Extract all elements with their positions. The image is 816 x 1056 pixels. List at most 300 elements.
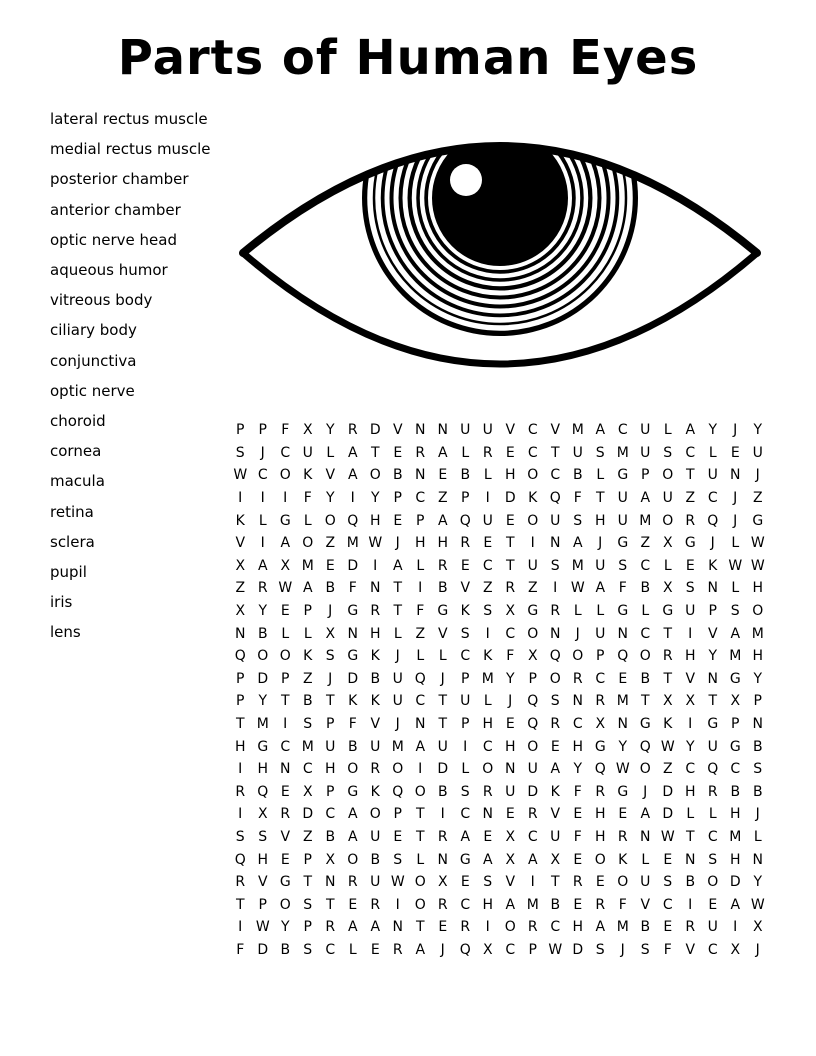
grid-letter: N xyxy=(280,761,291,778)
grid-letter: O xyxy=(414,783,426,800)
eye-illustration xyxy=(239,142,761,376)
grid-letter: J xyxy=(440,670,445,687)
grid-letter: A xyxy=(730,896,741,913)
grid-letter: C xyxy=(460,806,471,823)
grid-letter: U xyxy=(370,828,381,845)
grid-letter: P xyxy=(326,716,335,733)
grid-letter: B xyxy=(685,874,696,891)
word-list-item: lens xyxy=(50,623,81,642)
grid-letter: I xyxy=(463,738,468,755)
grid-letter: U xyxy=(392,693,403,710)
grid-letter: I xyxy=(553,580,558,597)
grid-letter: C xyxy=(640,557,651,574)
grid-letter: B xyxy=(370,670,381,687)
grid-letter: R xyxy=(550,716,561,733)
grid-letter: P xyxy=(258,422,267,439)
grid-letter: U xyxy=(707,467,718,484)
grid-letter: C xyxy=(685,444,696,461)
grid-letter: J xyxy=(508,693,513,710)
grid-letter: X xyxy=(595,716,606,733)
grid-letter: O xyxy=(504,919,516,936)
grid-letter: W xyxy=(390,874,405,891)
grid-letter: E xyxy=(618,670,628,687)
grid-letter: A xyxy=(415,738,426,755)
grid-letter: R xyxy=(370,761,381,778)
grid-letter: V xyxy=(235,535,246,552)
grid-letter: C xyxy=(595,670,606,687)
grid-letter: B xyxy=(752,738,763,755)
grid-letter: G xyxy=(684,535,696,552)
grid-letter: S xyxy=(595,941,605,958)
grid-letter: S xyxy=(325,648,335,665)
grid-letter: R xyxy=(235,783,246,800)
grid-letter: R xyxy=(595,693,606,710)
grid-letter: D xyxy=(257,941,269,958)
grid-letter: V xyxy=(437,625,448,642)
grid-letter: U xyxy=(707,919,718,936)
grid-letter: Q xyxy=(594,761,606,778)
grid-letter: O xyxy=(662,467,674,484)
grid-letter: Y xyxy=(258,603,268,620)
grid-letter: N xyxy=(730,467,741,484)
grid-letter: C xyxy=(280,444,291,461)
grid-letter: F xyxy=(303,490,312,507)
grid-letter: Q xyxy=(707,761,719,778)
grid-letter: T xyxy=(370,444,380,461)
grid-letter: N xyxy=(392,919,403,936)
grid-letter: T xyxy=(280,693,290,710)
grid-letter: M xyxy=(301,738,314,755)
grid-letter: Z xyxy=(437,490,448,507)
grid-letter: W xyxy=(278,580,293,597)
grid-letter: C xyxy=(550,919,561,936)
grid-letter: V xyxy=(640,896,651,913)
grid-letter: A xyxy=(370,919,381,936)
grid-letter: G xyxy=(707,716,719,733)
grid-letter: L xyxy=(483,467,492,484)
grid-letter: X xyxy=(437,874,448,891)
grid-letter: H xyxy=(684,648,696,665)
grid-letter: L xyxy=(303,625,312,642)
grid-letter: K xyxy=(460,603,470,620)
grid-letter: I xyxy=(238,919,243,936)
grid-letter: B xyxy=(370,851,381,868)
grid-letter: P xyxy=(528,670,537,687)
grid-letter: L xyxy=(753,828,762,845)
grid-letter: A xyxy=(640,490,651,507)
grid-letter: U xyxy=(572,444,583,461)
grid-letter: L xyxy=(663,557,672,574)
grid-letter: Z xyxy=(527,580,538,597)
grid-letter: S xyxy=(483,874,493,891)
grid-letter: E xyxy=(483,828,493,845)
grid-letter: G xyxy=(617,783,629,800)
grid-letter: R xyxy=(685,512,696,529)
grid-letter: S xyxy=(663,444,673,461)
grid-letter: M xyxy=(391,738,404,755)
grid-letter: R xyxy=(527,919,538,936)
grid-letter: Y xyxy=(753,422,763,439)
grid-letter: R xyxy=(527,806,538,823)
grid-letter: U xyxy=(370,738,381,755)
grid-letter: E xyxy=(280,603,290,620)
grid-letter: G xyxy=(347,648,359,665)
grid-letter: U xyxy=(617,512,628,529)
grid-letter: R xyxy=(415,444,426,461)
worksheet-title: Parts of Human Eyes xyxy=(117,30,699,86)
grid-letter: J xyxy=(395,535,400,552)
word-list-item: conjunctiva xyxy=(50,351,137,370)
grid-letter: O xyxy=(347,761,359,778)
grid-letter: N xyxy=(752,716,763,733)
grid-letter: S xyxy=(708,851,718,868)
grid-letter: B xyxy=(257,625,268,642)
grid-letter: R xyxy=(482,444,493,461)
grid-letter: F xyxy=(663,941,672,958)
grid-letter: C xyxy=(325,806,336,823)
grid-letter: B xyxy=(752,783,763,800)
grid-letter: B xyxy=(640,919,651,936)
grid-letter: G xyxy=(752,512,764,529)
grid-letter: U xyxy=(482,512,493,529)
grid-letter: F xyxy=(618,580,627,597)
grid-letter: M xyxy=(346,535,359,552)
grid-letter: X xyxy=(662,693,673,710)
grid-letter: L xyxy=(596,467,605,484)
grid-letter: P xyxy=(236,422,245,439)
grid-letter: H xyxy=(572,919,584,936)
grid-letter: F xyxy=(573,783,582,800)
grid-letter: C xyxy=(527,444,538,461)
grid-letter: P xyxy=(461,490,470,507)
grid-letter: A xyxy=(302,580,313,597)
grid-letter: R xyxy=(437,557,448,574)
grid-letter: D xyxy=(662,806,674,823)
grid-letter: S xyxy=(730,603,740,620)
grid-letter: L xyxy=(416,648,425,665)
grid-letter: Q xyxy=(392,783,404,800)
grid-letter: I xyxy=(238,490,243,507)
grid-letter: D xyxy=(662,783,674,800)
grid-letter: H xyxy=(594,806,606,823)
grid-letter: P xyxy=(416,512,425,529)
grid-letter: C xyxy=(640,625,651,642)
grid-letter: M xyxy=(729,828,742,845)
grid-letter: C xyxy=(460,896,471,913)
grid-letter: O xyxy=(707,874,719,891)
grid-letter: K xyxy=(618,851,628,868)
grid-letter: O xyxy=(257,648,269,665)
grid-letter: W xyxy=(660,828,675,845)
grid-letter: I xyxy=(350,490,355,507)
grid-letter: W xyxy=(660,738,675,755)
grid-letter: X xyxy=(325,851,336,868)
word-list-item: medial rectus muscle xyxy=(50,140,211,159)
grid-letter: N xyxy=(640,828,651,845)
grid-letter: I xyxy=(418,761,423,778)
grid-letter: H xyxy=(752,648,764,665)
grid-letter: V xyxy=(325,467,336,484)
grid-letter: Q xyxy=(549,648,561,665)
grid-letter: U xyxy=(527,557,538,574)
grid-letter: C xyxy=(325,941,336,958)
grid-letter: R xyxy=(392,941,403,958)
grid-letter: O xyxy=(527,467,539,484)
grid-letter: V xyxy=(257,874,268,891)
grid-letter: E xyxy=(393,828,403,845)
grid-letter: G xyxy=(617,535,629,552)
grid-letter: C xyxy=(257,467,268,484)
grid-letter: L xyxy=(416,851,425,868)
grid-letter: Q xyxy=(414,670,426,687)
grid-letter: Z xyxy=(640,535,651,552)
word-list-item: posterior chamber xyxy=(50,170,189,189)
grid-letter: H xyxy=(324,761,336,778)
grid-letter: I xyxy=(283,490,288,507)
grid-letter: H xyxy=(572,738,584,755)
grid-letter: L xyxy=(438,648,447,665)
grid-letter: Q xyxy=(459,512,471,529)
grid-letter: M xyxy=(616,444,629,461)
grid-letter: L xyxy=(731,580,740,597)
grid-letter: D xyxy=(347,670,359,687)
grid-letter: U xyxy=(550,512,561,529)
word-list-item: optic nerve xyxy=(50,381,135,400)
grid-letter: G xyxy=(617,467,629,484)
word-list-item: iris xyxy=(50,593,73,612)
grid-letter: G xyxy=(527,603,539,620)
grid-letter: H xyxy=(257,761,269,778)
grid-letter: Z xyxy=(302,828,313,845)
grid-letter: O xyxy=(527,512,539,529)
grid-letter: Q xyxy=(639,738,651,755)
grid-letter: B xyxy=(325,580,336,597)
grid-letter: I xyxy=(260,490,265,507)
grid-letter: T xyxy=(325,896,335,913)
grid-letter: J xyxy=(755,941,760,958)
grid-letter: W xyxy=(750,557,765,574)
grid-letter: Y xyxy=(685,738,695,755)
grid-letter: A xyxy=(437,512,448,529)
grid-letter: Q xyxy=(527,693,539,710)
grid-letter: R xyxy=(325,919,336,936)
grid-letter: O xyxy=(639,648,651,665)
grid-letter: L xyxy=(348,941,357,958)
grid-letter: A xyxy=(572,535,583,552)
grid-letter: K xyxy=(235,512,245,529)
grid-letter: N xyxy=(347,625,358,642)
grid-letter: Q xyxy=(549,490,561,507)
grid-letter: C xyxy=(415,693,426,710)
grid-letter: P xyxy=(303,603,312,620)
grid-letter: X xyxy=(325,625,336,642)
grid-letter: F xyxy=(416,603,425,620)
grid-letter: W xyxy=(255,919,270,936)
grid-letter: U xyxy=(640,444,651,461)
grid-letter: S xyxy=(303,896,313,913)
grid-letter: S xyxy=(550,557,560,574)
grid-letter: L xyxy=(663,422,672,439)
grid-letter: E xyxy=(280,783,290,800)
grid-letter: P xyxy=(528,941,537,958)
grid-letter: X xyxy=(662,580,673,597)
grid-letter: C xyxy=(505,625,516,642)
grid-letter: R xyxy=(595,783,606,800)
grid-letter: B xyxy=(640,580,651,597)
grid-letter: T xyxy=(235,896,245,913)
grid-letter: O xyxy=(527,738,539,755)
grid-letter: I xyxy=(688,716,693,733)
grid-letter: O xyxy=(347,851,359,868)
grid-letter: A xyxy=(257,557,268,574)
grid-letter: R xyxy=(572,874,583,891)
grid-letter: S xyxy=(235,444,245,461)
grid-letter: J xyxy=(598,535,603,552)
grid-letter: S xyxy=(663,874,673,891)
grid-letter: I xyxy=(373,557,378,574)
grid-letter: J xyxy=(620,941,625,958)
grid-letter: M xyxy=(639,512,652,529)
grid-letter: O xyxy=(662,512,674,529)
grid-letter: J xyxy=(395,716,400,733)
grid-letter: J xyxy=(328,670,333,687)
grid-letter: X xyxy=(302,422,313,439)
grid-letter: P xyxy=(281,670,290,687)
grid-letter: U xyxy=(707,738,718,755)
grid-letter: I xyxy=(530,874,535,891)
grid-letter: J xyxy=(733,490,738,507)
grid-letter: T xyxy=(438,693,448,710)
grid-letter: W xyxy=(750,535,765,552)
grid-letter: U xyxy=(640,874,651,891)
grid-letter: R xyxy=(347,874,358,891)
grid-letter: R xyxy=(280,806,291,823)
grid-letter: Y xyxy=(258,693,268,710)
grid-letter: N xyxy=(707,670,718,687)
grid-letter: V xyxy=(280,828,291,845)
grid-letter: Z xyxy=(482,580,493,597)
grid-letter: H xyxy=(684,783,696,800)
word-list-item: retina xyxy=(50,502,94,521)
grid-letter: S xyxy=(618,557,628,574)
grid-letter: T xyxy=(438,716,448,733)
grid-letter: D xyxy=(302,806,314,823)
grid-letter: Y xyxy=(325,490,335,507)
grid-letter: Y xyxy=(753,874,763,891)
grid-letter: E xyxy=(595,874,605,891)
grid-letter: E xyxy=(393,512,403,529)
grid-letter: A xyxy=(392,557,403,574)
grid-letter: H xyxy=(504,738,516,755)
grid-letter: E xyxy=(483,535,493,552)
grid-letter: D xyxy=(729,874,741,891)
grid-letter: J xyxy=(260,444,265,461)
grid-letter: S xyxy=(303,716,313,733)
grid-letter: N xyxy=(325,874,336,891)
grid-letter: H xyxy=(369,625,381,642)
grid-letter: L xyxy=(461,761,470,778)
grid-letter: L xyxy=(708,806,717,823)
grid-letter: G xyxy=(347,783,359,800)
grid-letter: P xyxy=(461,716,470,733)
grid-letter: H xyxy=(752,580,764,597)
grid-letter: L xyxy=(303,512,312,529)
grid-letter: I xyxy=(395,896,400,913)
grid-letter: C xyxy=(707,941,718,958)
grid-letter: U xyxy=(460,422,471,439)
grid-letter: T xyxy=(303,874,313,891)
grid-letter: I xyxy=(283,716,288,733)
grid-letter: J xyxy=(440,941,445,958)
grid-letter: G xyxy=(459,851,471,868)
grid-letter: V xyxy=(707,625,718,642)
grid-letter: W xyxy=(548,941,563,958)
grid-letter: D xyxy=(504,490,516,507)
word-list-item: vitreous body xyxy=(50,291,153,310)
grid-letter: A xyxy=(595,580,606,597)
grid-letter: R xyxy=(347,422,358,439)
grid-letter: Q xyxy=(527,716,539,733)
grid-letter: C xyxy=(685,761,696,778)
grid-letter: J xyxy=(733,422,738,439)
grid-letter: X xyxy=(302,783,313,800)
grid-letter: C xyxy=(482,738,493,755)
grid-letter: L xyxy=(686,806,695,823)
word-list-item: lateral rectus muscle xyxy=(50,110,208,128)
grid-letter: Z xyxy=(662,761,673,778)
grid-letter: S xyxy=(595,444,605,461)
grid-letter: Z xyxy=(752,490,763,507)
pupil-highlight xyxy=(450,164,482,196)
grid-letter: D xyxy=(437,761,449,778)
grid-letter: A xyxy=(347,444,358,461)
grid-letter: S xyxy=(460,783,470,800)
grid-letter: L xyxy=(641,851,650,868)
grid-letter: R xyxy=(505,580,516,597)
grid-letter: E xyxy=(438,467,448,484)
word-list-item: pupil xyxy=(50,563,87,582)
grid-letter: W xyxy=(233,467,248,484)
grid-letter: R xyxy=(460,535,471,552)
grid-letter: T xyxy=(393,603,403,620)
grid-letter: H xyxy=(504,467,516,484)
grid-letter: B xyxy=(437,580,448,597)
grid-letter: L xyxy=(708,444,717,461)
grid-letter: I xyxy=(440,806,445,823)
grid-letter: V xyxy=(685,670,696,687)
word-list-item: optic nerve head xyxy=(50,230,177,249)
grid-letter: D xyxy=(527,783,539,800)
grid-letter: Y xyxy=(280,919,290,936)
grid-letter: E xyxy=(573,806,583,823)
grid-letter: E xyxy=(460,557,470,574)
word-list-item: cornea xyxy=(50,442,102,461)
grid-letter: T xyxy=(663,670,673,687)
grid-letter: A xyxy=(347,467,358,484)
grid-letter: A xyxy=(730,625,741,642)
grid-letter: B xyxy=(640,670,651,687)
grid-letter: M xyxy=(729,648,742,665)
grid-letter: K xyxy=(483,648,493,665)
grid-letter: E xyxy=(573,851,583,868)
grid-letter: X xyxy=(235,603,246,620)
grid-letter: H xyxy=(594,512,606,529)
grid-letter: U xyxy=(617,490,628,507)
grid-letter: K xyxy=(708,557,718,574)
grid-letter: F xyxy=(573,490,582,507)
grid-letter: Q xyxy=(257,783,269,800)
grid-letter: S xyxy=(303,941,313,958)
